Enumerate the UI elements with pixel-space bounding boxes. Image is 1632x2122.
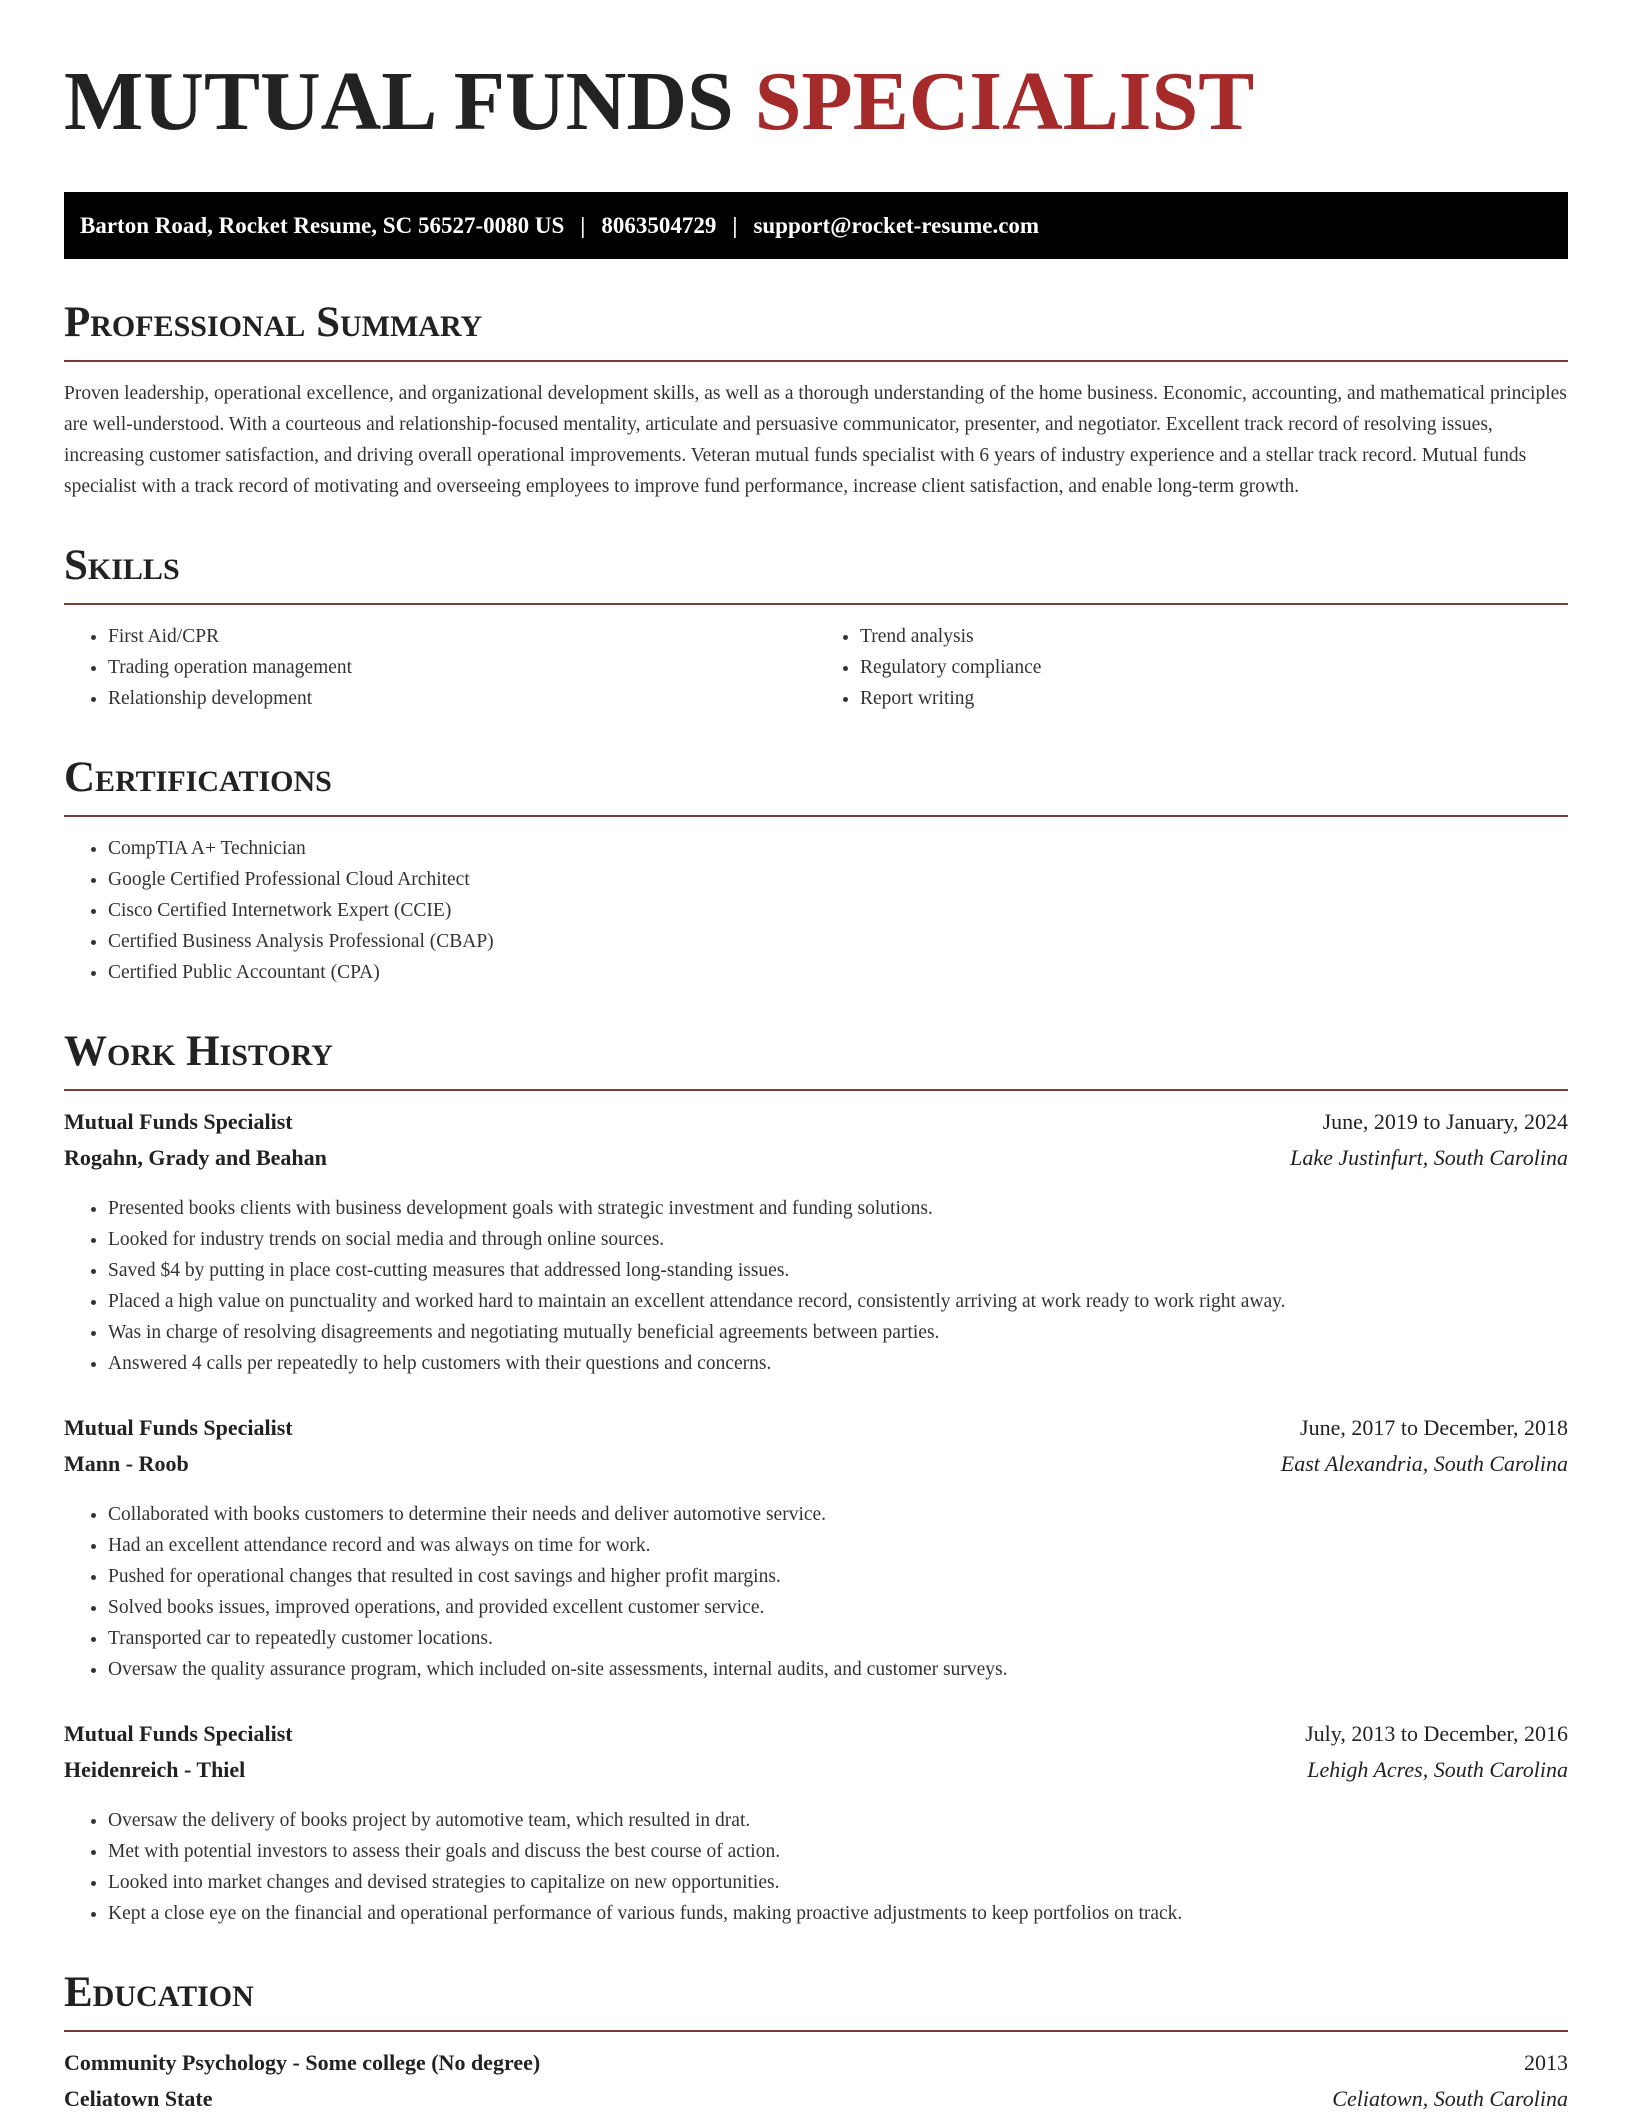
contact-separator: | xyxy=(732,212,738,238)
skill-item: • First Aid/CPR xyxy=(108,621,816,652)
education-year: 2013 xyxy=(1524,2050,1568,2075)
skill-item: • Trend analysis xyxy=(860,621,1568,652)
resume-title xyxy=(64,0,1568,156)
skill-item: • Relationship development xyxy=(108,683,816,714)
job-location: Lehigh Acres, South Carolina xyxy=(1307,1757,1568,1782)
job-title: Mutual Funds Specialist xyxy=(64,1721,293,1746)
education-header-row xyxy=(64,2050,1568,2086)
job-bullet: • Met with potential investors to assess their goals and discuss the best course of action. xyxy=(108,1836,1568,1867)
job-bullet: • Pushed for operational changes that resulted in cost savings and higher profit margins. xyxy=(108,1561,1568,1592)
section-heading-summary: Professional Summary xyxy=(64,301,1568,362)
section-heading-work-history: Work History xyxy=(64,1030,1568,1091)
education-degree: Community Psychology - Some college (No degree) xyxy=(64,2050,541,2075)
job-entry xyxy=(64,1415,1568,1685)
job-entry xyxy=(64,1109,1568,1379)
job-dates: June, 2019 to January, 2024 xyxy=(1322,1109,1568,1134)
job-location: East Alexandria, South Carolina xyxy=(1280,1451,1568,1476)
skills-grid xyxy=(64,621,1568,714)
contact-address: Barton Road, Rocket Resume, SC 56527-0080 US xyxy=(80,212,565,238)
education-entry xyxy=(64,2050,1568,2122)
job-company: Mann - Roob xyxy=(64,1451,189,1476)
job-bullet: • Kept a close eye on the financial and operational performance of various funds, making proactive adjustments to keep portfolios on track. xyxy=(108,1898,1568,1929)
title-accent: SPECIALIST xyxy=(754,55,1255,148)
skill-item: • Regulatory compliance xyxy=(860,652,1568,683)
summary-section xyxy=(64,301,1568,502)
job-company-row xyxy=(64,1451,1568,1487)
certification-item: • Cisco Certified Internetwork Expert (CCIE) xyxy=(108,895,1568,926)
job-bullets xyxy=(64,1193,1568,1379)
education-school-row xyxy=(64,2086,1568,2122)
job-company: Rogahn, Grady and Beahan xyxy=(64,1145,327,1170)
skill-item: • Trading operation management xyxy=(108,652,816,683)
section-heading-skills: Skills xyxy=(64,544,1568,605)
job-bullet: • Oversaw the delivery of books project by automotive team, which resulted in drat. xyxy=(108,1805,1568,1836)
education-location: Celiatown, South Carolina xyxy=(1332,2086,1568,2111)
job-dates: July, 2013 to December, 2016 xyxy=(1305,1721,1568,1746)
job-bullet: • Presented books clients with business development goals with strategic investment and funding solutions. xyxy=(108,1193,1568,1224)
job-bullet: • Transported car to repeatedly customer locations. xyxy=(108,1623,1568,1654)
contact-phone: 8063504729 xyxy=(601,212,717,238)
job-header-row xyxy=(64,1415,1568,1451)
certification-item: • Certified Business Analysis Professional (CBAP) xyxy=(108,926,1568,957)
skills-list-right xyxy=(816,621,1568,714)
job-header-row xyxy=(64,1109,1568,1145)
job-bullet: • Answered 4 calls per repeatedly to help customers with their questions and concerns. xyxy=(108,1348,1568,1379)
education-section xyxy=(64,1971,1568,2122)
job-title: Mutual Funds Specialist xyxy=(64,1109,293,1134)
work-history-section xyxy=(64,1030,1568,1929)
certification-item: • Certified Public Accountant (CPA) xyxy=(108,957,1568,988)
summary-text: Proven leadership, operational excellence, and organizational development skills, as well as a thorough understanding of the home business. Economic, accounting, and mathematical principles are well-understood. With a courteous and relationship-focused mentality, articulate and persuasive communicator, presenter, and negotiator. Excellent track record of resolving issues, increasing customer satisfaction, and driving overall operational improvements. Veteran mutual funds specialist with 6 years of industry experience and a stellar track record. Mutual funds specialist with a track record of motivating and overseeing employees to improve fund performance, increase client satisfaction, and enable long-term growth. xyxy=(64,383,1567,497)
job-bullet: • Solved books issues, improved operations, and provided excellent customer service. xyxy=(108,1592,1568,1623)
section-heading-certifications: Certifications xyxy=(64,756,1568,817)
job-bullet: • Collaborated with books customers to determine their needs and deliver automotive service. xyxy=(108,1499,1568,1530)
skills-list-left xyxy=(64,621,816,714)
job-company: Heidenreich - Thiel xyxy=(64,1757,246,1782)
job-bullet: • Looked for industry trends on social media and through online sources. xyxy=(108,1224,1568,1255)
job-bullet: • Looked into market changes and devised strategies to capitalize on new opportunities. xyxy=(108,1867,1568,1898)
job-entry xyxy=(64,1721,1568,1929)
job-location: Lake Justinfurt, South Carolina xyxy=(1290,1145,1568,1170)
certification-item: • CompTIA A+ Technician xyxy=(108,833,1568,864)
job-bullet: • Saved $4 by putting in place cost-cutting measures that addressed long-standing issues. xyxy=(108,1255,1568,1286)
certifications-list xyxy=(64,833,1568,988)
title-main: MUTUAL FUNDS xyxy=(64,55,734,148)
job-bullet: • Placed a high value on punctuality and worked hard to maintain an excellent attendance record, consistently arriving at work ready to work right away. xyxy=(108,1286,1568,1317)
contact-bar xyxy=(64,192,1568,259)
contact-email: support@rocket-resume.com xyxy=(753,212,1040,238)
job-title: Mutual Funds Specialist xyxy=(64,1415,293,1440)
job-bullet: • Oversaw the quality assurance program, which included on-site assessments, internal audits, and customer surveys. xyxy=(108,1654,1568,1685)
job-bullets xyxy=(64,1805,1568,1929)
contact-separator: | xyxy=(580,212,586,238)
certifications-section xyxy=(64,756,1568,988)
job-bullets xyxy=(64,1499,1568,1685)
education-school: Celiatown State xyxy=(64,2086,213,2111)
job-header-row xyxy=(64,1721,1568,1757)
section-heading-education: Education xyxy=(64,1971,1568,2032)
job-bullet: • Was in charge of resolving disagreements and negotiating mutually beneficial agreements between parties. xyxy=(108,1317,1568,1348)
skills-section xyxy=(64,544,1568,714)
job-company-row xyxy=(64,1145,1568,1181)
job-dates: June, 2017 to December, 2018 xyxy=(1300,1415,1568,1440)
skill-item: • Report writing xyxy=(860,683,1568,714)
certification-item: • Google Certified Professional Cloud Architect xyxy=(108,864,1568,895)
job-company-row xyxy=(64,1757,1568,1793)
job-bullet: • Had an excellent attendance record and was always on time for work. xyxy=(108,1530,1568,1561)
